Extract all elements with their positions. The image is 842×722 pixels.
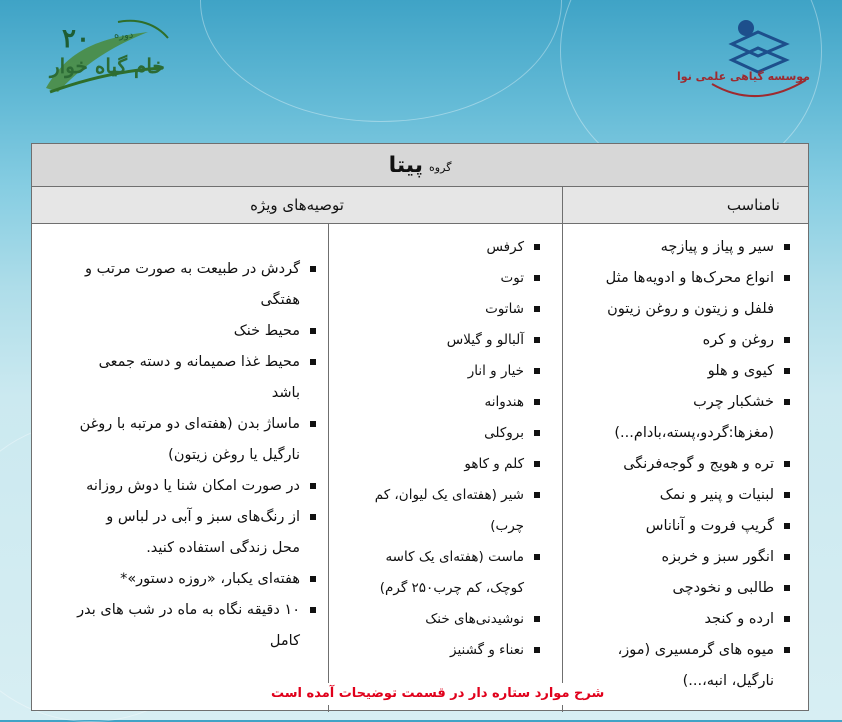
bullet-icon	[534, 430, 540, 436]
list-item	[329, 635, 542, 666]
list-item-text: گریپ فروت و آناناس	[645, 518, 774, 534]
lifestyle-tips-list	[32, 254, 318, 657]
list-item	[563, 573, 792, 604]
list-item	[32, 471, 318, 502]
bullet-icon	[784, 461, 790, 467]
list-item	[329, 542, 542, 604]
list-item	[563, 232, 792, 263]
list-item-text: تره و هویج و گوجه‌فرنگی	[623, 456, 774, 472]
bullet-icon	[784, 585, 790, 591]
unsuitable-list	[563, 232, 792, 697]
list-item-text: کیوی و هلو	[707, 363, 774, 379]
list-item	[329, 387, 542, 418]
list-item	[329, 325, 542, 356]
list-item-text: محیط خنک	[233, 323, 300, 339]
list-item	[32, 595, 318, 657]
recommended-foods-column	[328, 224, 562, 712]
title-prefix: گروه	[429, 160, 452, 174]
header-unsuitable: نامناسب	[562, 187, 808, 223]
list-item-text: هفتگی	[260, 292, 300, 308]
bullet-icon	[310, 576, 316, 582]
right-logo-text: موسسه گیاهی علمی نوا	[677, 70, 810, 83]
list-item-text: کوچک، کم چرب۲۵۰ گرم)	[379, 580, 524, 596]
list-item-text: کرفس	[486, 239, 524, 255]
list-item-text: هندوانه	[484, 394, 524, 410]
list-item-text: انواع محرک‌ها و ادویه‌ها مثل	[605, 270, 774, 286]
list-item-text: گردش در طبیعت به صورت مرتب و	[84, 261, 300, 277]
bullet-icon	[784, 647, 790, 653]
list-item-text: آلبالو و گیلاس	[446, 332, 524, 348]
recommended-foods-list	[329, 232, 542, 666]
list-item-text: نارگیل، انبه،...)	[682, 673, 774, 689]
list-item	[329, 418, 542, 449]
bullet-icon	[310, 483, 316, 489]
list-item	[563, 356, 792, 387]
list-item-text: در صورت امکان شنا یا دوش روزانه	[86, 478, 300, 494]
unsuitable-column	[562, 224, 808, 712]
bullet-icon	[784, 554, 790, 560]
list-item-text: طالبی و نخودچی	[672, 580, 774, 596]
list-item-text: توت	[500, 270, 524, 286]
list-item	[32, 564, 318, 595]
list-item	[329, 604, 542, 635]
bullet-icon	[784, 492, 790, 498]
bullet-icon	[534, 244, 540, 250]
bullet-icon	[784, 368, 790, 374]
bullet-icon	[784, 616, 790, 622]
list-item	[32, 347, 318, 409]
bullet-icon	[534, 461, 540, 467]
list-item	[32, 502, 318, 564]
list-item-text: شیر (هفته‌ای یک لیوان، کم	[374, 487, 524, 503]
bullet-icon	[784, 337, 790, 343]
list-item	[563, 480, 792, 511]
list-item	[32, 409, 318, 471]
list-item-text: (مغزها:گردو،پسته،بادام...)	[614, 425, 774, 441]
table-title-row	[32, 144, 808, 187]
list-item-text: سیر و پیاز و پیازچه	[660, 239, 774, 255]
list-item-text: از رنگ‌های سبز و آبی در لباس و	[106, 509, 300, 525]
bullet-icon	[310, 359, 316, 365]
list-item-text: ارده و کنجد	[704, 611, 774, 627]
left-logo	[28, 10, 178, 110]
list-item-text: ماست (هفته‌ای یک کاسه	[385, 549, 524, 565]
list-item	[32, 254, 318, 316]
institute-logo-icon	[702, 14, 812, 114]
list-item	[563, 325, 792, 356]
list-item-text: محل زندگی استفاده کنید.	[146, 540, 300, 556]
background-decoration	[200, 0, 562, 122]
left-logo-small: دوره	[114, 30, 134, 41]
bullet-icon	[310, 514, 316, 520]
list-item	[563, 542, 792, 573]
bullet-icon	[534, 275, 540, 281]
list-item-text: خیار و انار	[467, 363, 524, 379]
left-logo-text: خام گیاه خوار	[50, 54, 165, 78]
list-item	[329, 356, 542, 387]
list-item	[563, 263, 792, 325]
list-item	[329, 232, 542, 263]
list-item	[329, 294, 542, 325]
bullet-icon	[310, 607, 316, 613]
list-item-text: انگور سبز و خربزه	[661, 549, 774, 565]
table-title: پیتا	[388, 152, 424, 178]
bullet-icon	[784, 399, 790, 405]
bullet-icon	[310, 421, 316, 427]
footnote: شرح موارد ستاره دار در قسمت توضیحات آمده است	[265, 683, 610, 705]
bullet-icon	[784, 523, 790, 529]
bullet-icon	[534, 337, 540, 343]
list-item-text: روغن و کره	[702, 332, 774, 348]
list-item-text: نارگیل یا روغن زیتون)	[168, 447, 300, 463]
list-item-text: چرب)	[490, 518, 524, 534]
list-item	[563, 449, 792, 480]
right-logo	[677, 14, 812, 114]
lifestyle-tips-column	[32, 224, 328, 712]
bullet-icon	[534, 554, 540, 560]
list-item-text: شاتوت	[485, 301, 524, 317]
list-item	[329, 480, 542, 542]
list-item-text: ۱۰ دقیقه نگاه به ماه در شب های بدر	[77, 602, 300, 618]
list-item-text: فلفل و زیتون و روغن زیتون	[607, 301, 774, 317]
list-item	[329, 263, 542, 294]
table-header-row	[32, 187, 808, 224]
header-recommendations: توصیه‌های ویژه	[250, 196, 344, 214]
bullet-icon	[784, 275, 790, 281]
bullet-icon	[534, 616, 540, 622]
list-item	[563, 387, 792, 449]
list-item-text: نعناء و گشنیز	[450, 642, 524, 658]
bullet-icon	[310, 328, 316, 334]
list-item-text: میوه های گرمسیری (موز،	[617, 642, 774, 658]
list-item-text: بروکلی	[484, 425, 524, 441]
list-item-text: کامل	[269, 633, 300, 649]
list-item	[563, 511, 792, 542]
list-item-text: نوشیدنی‌های خنک	[425, 611, 524, 627]
bullet-icon	[534, 399, 540, 405]
left-logo-badge: ۲۰	[62, 24, 90, 54]
bullet-icon	[534, 306, 540, 312]
bullet-icon	[534, 492, 540, 498]
list-item-text: هفته‌ای یکبار، «روزه دستور»*	[120, 571, 300, 587]
list-item-text: محیط غذا صمیمانه و دسته جمعی	[98, 354, 300, 370]
list-item-text: باشد	[271, 385, 300, 401]
list-item	[32, 316, 318, 347]
list-item-text: لبنیات و پنیر و نمک	[659, 487, 774, 503]
table-body	[32, 224, 808, 712]
list-item-text: خشکبار چرب	[693, 394, 774, 410]
list-item-text: ماساژ بدن (هفته‌ای دو مرتبه با روغن	[79, 416, 300, 432]
bullet-icon	[784, 244, 790, 250]
bullet-icon	[534, 647, 540, 653]
diet-table	[31, 143, 809, 711]
bullet-icon	[534, 368, 540, 374]
list-item	[329, 449, 542, 480]
list-item	[563, 604, 792, 635]
list-item-text: کلم و کاهو	[464, 456, 524, 472]
bullet-icon	[310, 266, 316, 272]
